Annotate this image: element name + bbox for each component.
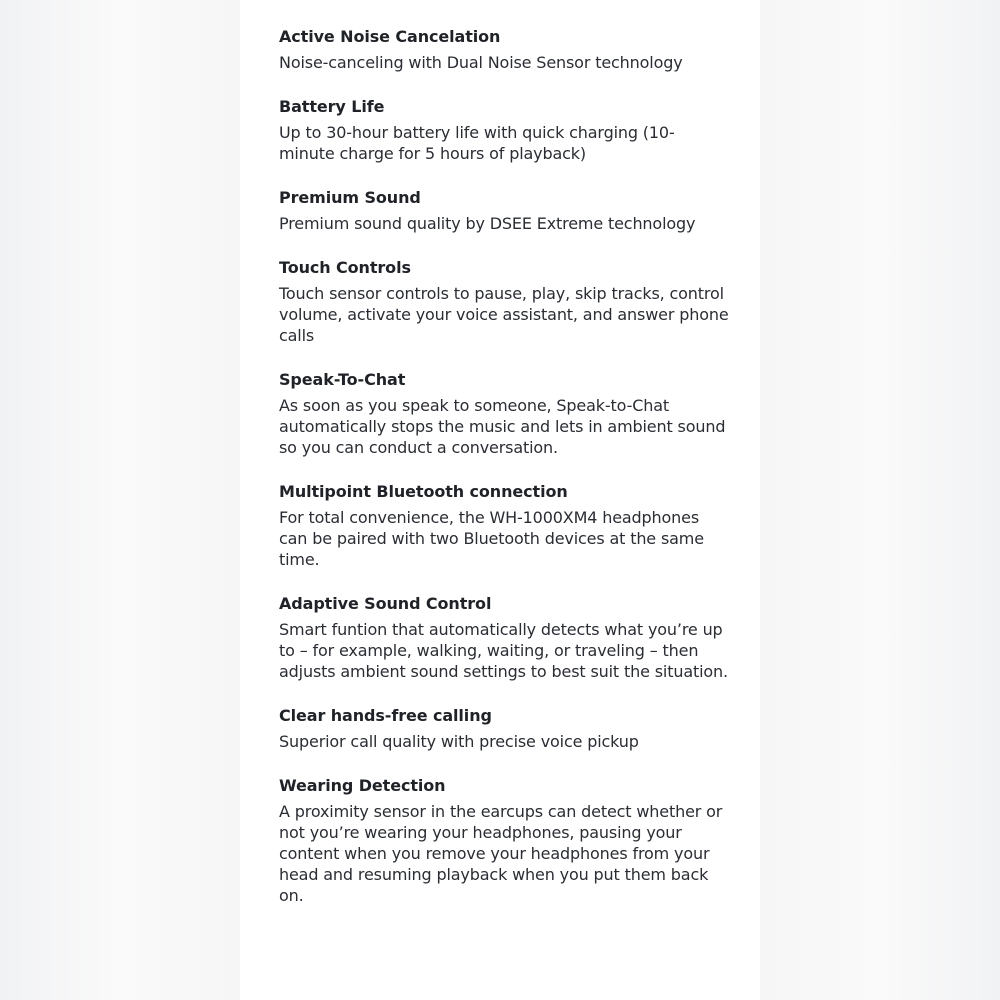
- feature-description: Noise-canceling with Dual Noise Sensor technology: [279, 53, 683, 72]
- feature-title: Wearing Detection: [279, 776, 446, 795]
- feature-speak-to-chat: [279, 369, 730, 458]
- feature-premium-sound: [279, 187, 730, 234]
- feature-clear-hands-free-calling: [279, 705, 730, 752]
- feature-description: Up to 30-hour battery life with quick charging (10-minute charge for 5 hours of playback): [279, 123, 675, 163]
- feature-adaptive-sound-control: [279, 593, 730, 682]
- feature-description: For total convenience, the WH-1000XM4 headphones can be paired with two Bluetooth devices at the same time.: [279, 508, 704, 569]
- feature-description: As soon as you speak to someone, Speak-to-Chat automatically stops the music and lets in ambient sound so you can conduct a conversation.: [279, 396, 726, 457]
- feature-battery-life: [279, 96, 730, 164]
- feature-description: Smart funtion that automatically detects what you’re up to – for example, walking, waiting, or traveling – then adjusts ambient sound settings to best suit the situation.: [279, 620, 728, 681]
- feature-description: Superior call quality with precise voice pickup: [279, 732, 639, 751]
- feature-title: Clear hands-free calling: [279, 706, 492, 725]
- feature-title: Active Noise Cancelation: [279, 27, 501, 46]
- feature-description: A proximity sensor in the earcups can detect whether or not you’re wearing your headphones, pausing your content when you remove your headphones from your head and resuming playback when you put them back on.: [279, 802, 723, 905]
- feature-multipoint-bluetooth: [279, 481, 730, 570]
- feature-title: Multipoint Bluetooth connection: [279, 482, 568, 501]
- feature-title: Battery Life: [279, 97, 385, 116]
- feature-description: Premium sound quality by DSEE Extreme technology: [279, 214, 696, 233]
- feature-title: Speak-To-Chat: [279, 370, 406, 389]
- feature-title: Premium Sound: [279, 188, 421, 207]
- feature-list-sheet[interactable]: [240, 0, 760, 1000]
- feature-description: Touch sensor controls to pause, play, skip tracks, control volume, activate your voice assistant, and answer phone calls: [279, 284, 729, 345]
- feature-title: Touch Controls: [279, 258, 411, 277]
- feature-touch-controls: [279, 257, 730, 346]
- feature-wearing-detection: [279, 775, 730, 906]
- feature-title: Adaptive Sound Control: [279, 594, 492, 613]
- feature-active-noise-cancelation: [279, 26, 730, 73]
